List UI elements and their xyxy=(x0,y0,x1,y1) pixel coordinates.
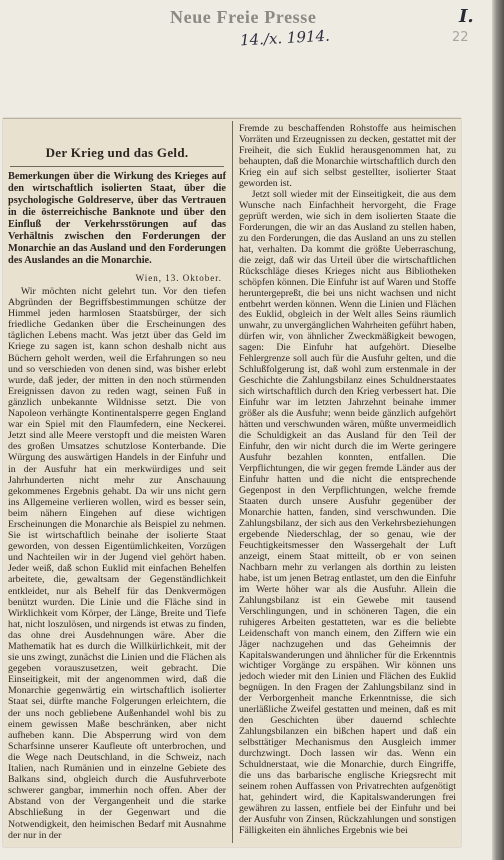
article-body-right xyxy=(239,124,456,841)
article-title: Der Krieg und das Geld. xyxy=(45,145,189,160)
article-column-left xyxy=(3,119,232,847)
handwritten-mark: I. xyxy=(459,6,474,27)
newspaper-masthead-stamp: Neue Freie Presse xyxy=(170,7,317,27)
body-paragraph: Jetzt soll wieder mit der Einseitigkeit, die aus dem Wunsche nach Einfachheit hervorgeht, die Frage geprüft werden, wie sich in dem isolierten Staate die Forderungen, die wir an das Ausland zu stellen haben, zu den Forderungen, die das Ausland an uns zu stellen hat, verhalten. Da kommt die größte Ueberraschung, die zeigt, daß wir das Urteil über die wirtschaftlichen Rückschläge dieses Krieges nicht aus Bibliotheken schöpfen können. Die Einfuhr ist auf Waren und Stoffe heruntergepreßt, die bei uns nicht wachsen und nicht entbehrt werden können. Wenn die Linien und Flächen des Euklid, obgleich in der Welt alles Seins räumlich unwahr, zu unvergänglichen Wahrheiten geführt haben, dürfen wir, von ähnlicher Zweckmäßigkeit bewogen, sagen: Die Einfuhr hat aufgehört. Dieselbe Fehlergrenze soll auch für die Ausfuhr gelten, und die Schlußfolgerung ist, daß wohl zum erstenmale in der Geschichte die Zahlungsbilanz eines Schuldnerstaates sich wirtschaftlich durch den Krieg verbessert hat. Die Einfuhr war im letzten Jahrzehnt beinahe immer größer als die Ausfuhr; wenn beide gänzlich aufgehört hätten und verschwunden wären, müßte unvermeidlich die Schuldigkeit an das Ausland für den Teil der Einfuhr, den wir nicht durch die im Werte geringere Ausfuhr bezahlen konnten, entfallen. Die Verpflichtungen, die wir gegen fremde Länder aus der Einfuhr hatten und die nicht die entsprechende Gegenpost in den Verpflichtungen, welche fremde Staaten durch unsere Ausfuhr gegenüber der Monarchie hatten, fanden, sind verschwunden. Die Zahlungsbilanz, der sich aus den Verkehrsbeziehungen ergebende Niederschlag, der so genau, wie der Feuchtigkeitsmesser den Wassergehalt der Luft anzeigt, einem Staat mitteilt, ob er von seinen Nachbarn mehr zu verlangen als dorthin zu leisten habe, ist um jenen Betrag entlastet, um den die Einfuhr im Werte höher war als die Ausfuhr. Allein die Zahlungsbilanz ist ein Gewebe mit tausend Verschlingungen, und in schöneren Tagen, die ein ruhigeres Arbeiten gestatteten, war es die beliebte Leidenschaft von manch einem, den Ziffern wie ein Jäger nachzugehen und das Geheimnis der Kapitalswanderungen und ähnlicher für die Erkenntnis wichtiger Vorgänge zu erspähen. Wir können uns jedoch wieder mit den Linien und Flächen des Euklid begnügen. In den Fragen der Zahlungsbilanz sind in der Verborgenheit manche Erkenntnisse, die sich unerläßliche Zweifel gestatten und meinen, daß es mit den Geschichten über dauernd schlechte Zahlungsbilanzen ein bißchen hapert und daß ein selbsttätiger Mechanismus den Ausgleich immer durchzwingt. Doch lassen wir das. Wenn ein Schuldnerstaat, wie die Monarchie, durch Eingriffe, die uns das barbarische englische Kriegsrecht mit seinem rohen Auffassen von Privatrechten aufgenötigt hat, gehindert wird, die Kapitalswanderungen frei gewähren zu lassen, entfiele bei der Einfuhr und bei der Ausfuhr von Zinsen, Rückzahlungen und sonstigen Fälligkeiten ein ähnliches Ergebnis wie bei xyxy=(239,188,456,836)
article-dateline: Wien, 13. Oktober. xyxy=(135,273,222,283)
article-column-right xyxy=(233,119,461,847)
article-subtitle: Bemerkungen über die Wirkung des Krieges auf den wirtschaftlich isolierten Staat, über die psychologische Goldreserve, über das Vertrauen in die österreichische Banknote und über den Einfluß der Verkehrsstörungen auf das Verhältnis zwischen den Forderungen der Monarchie an das Ausland und den Forderungen des Auslandes an die Monarchie. xyxy=(8,171,226,266)
body-paragraph: Wir möchten nicht gelehrt tun. Vor den tiefen Abgründen der Begriffsbestimmungen schütze der Himmel jeden harmlosen Staatsbürger, der sich friedliche Gedanken über die Erscheinungen des täglichen Lebens macht. Was jetzt über das Geld im Kriege zu sagen ist, kann schon deshalb nicht aus Büchern geholt werden, weil die Erfahrungen so neu und so verschieden von denen sind, was bisher erlebt wurde, daß jeder, der mitten in den noch stürmenden Ereignissen davon zu reden wagt, seinen Fuß in gänzlich unbekannte Wildnisse setzt. Die von Napoleon verhängte Kontinentalsperre gegen England war ein Spiel mit den Flaumfedern, eine Neckerei. Jetzt sind alle Meere verstopft und die meisten Waren des großen Umsatzes schutzlose Konterbande. Die Würgung des auswärtigen Handels in der Einfuhr und in der Ausfuhr hat ein merkwürdiges und seit Jahrhunderten nicht mehr zur Anschauung gekommenes Ergebnis gehabt. Da wir uns nicht gern ins Allgemeine verlieren wollen, wird es besser sein, beim nähern Eingehen auf diese wichtigen Erscheinungen die Monarchie als Beispiel zu nehmen. Sie ist wirtschaftlich beinahe der isolierte Staat geworden, von dessen Eigentümlichkeiten, Vorzügen und Nachteilen wir in der Jugend viel gehört haben. Jeder weiß, daß schon Euklid mit einfachen Behelfen arbeitete, die, gewaltsam der Gegenständlichkeit entkleidet, nur als Behelf für das Denkvermögen benützt wurden. Die Linie und die Fläche sind in Wirklichkeit vom Körper, der Länge, Breite und Tiefe hat, nicht loszulösen, und nirgends ist etwas zu finden, das ohne drei Ausdehnungen wäre. Aber die Mathematik hat es durch die Willkürlichkeit, mit der sie uns zwingt, zunächst die Linien und die Flächen als gegeben vorauszusetzen, weit gebracht. Die Einseitigkeit, mit der angenommen wird, daß die Monarchie gegenwärtig ein wirtschaftlich isolierter Staat sei, dürfte manche Folgerungen erleichtern, die der uns noch gebliebene Außenhandel wohl bis zu einem gewissen Maße beschränken, aber nicht aufheben kann. Die Absperrung wird von dem Scharfsinne unserer Kaufleute oft unterbrochen, und die Wege nach Deutschland, in die Schweiz, nach Italien, nach Rumänien und in einzelne Gebiete des Balkans sind, obgleich durch die Ausfuhrverbote schwerer gangbar, immerhin noch offen. Aber der Abstand von der Vergangenheit und die starke Abschließung in der Gegenwart und die Notwendigkeit, den heimischen Bedarf mit Ausnahme der nur in der xyxy=(8,286,226,841)
pencil-page-number: 22 xyxy=(452,30,469,45)
handwritten-date: 14./x. 1914. xyxy=(239,26,331,50)
article-body-left xyxy=(8,286,226,841)
title-divider xyxy=(10,166,224,167)
body-paragraph: Fremde zu beschaffenden Rohstoffe aus heimischen Vorräten und Erzeugnissen zu decken, gestattet mit der Freiheit, die sich Euklid herausgenommen hat, zu behaupten, daß die Monarchie wirtschaftlich durch den Krieg ein auf sich selbst gestellter, isolierter Staat geworden ist. xyxy=(239,124,456,189)
newspaper-clipping xyxy=(3,118,461,847)
scan-edge-shadow xyxy=(492,0,504,860)
